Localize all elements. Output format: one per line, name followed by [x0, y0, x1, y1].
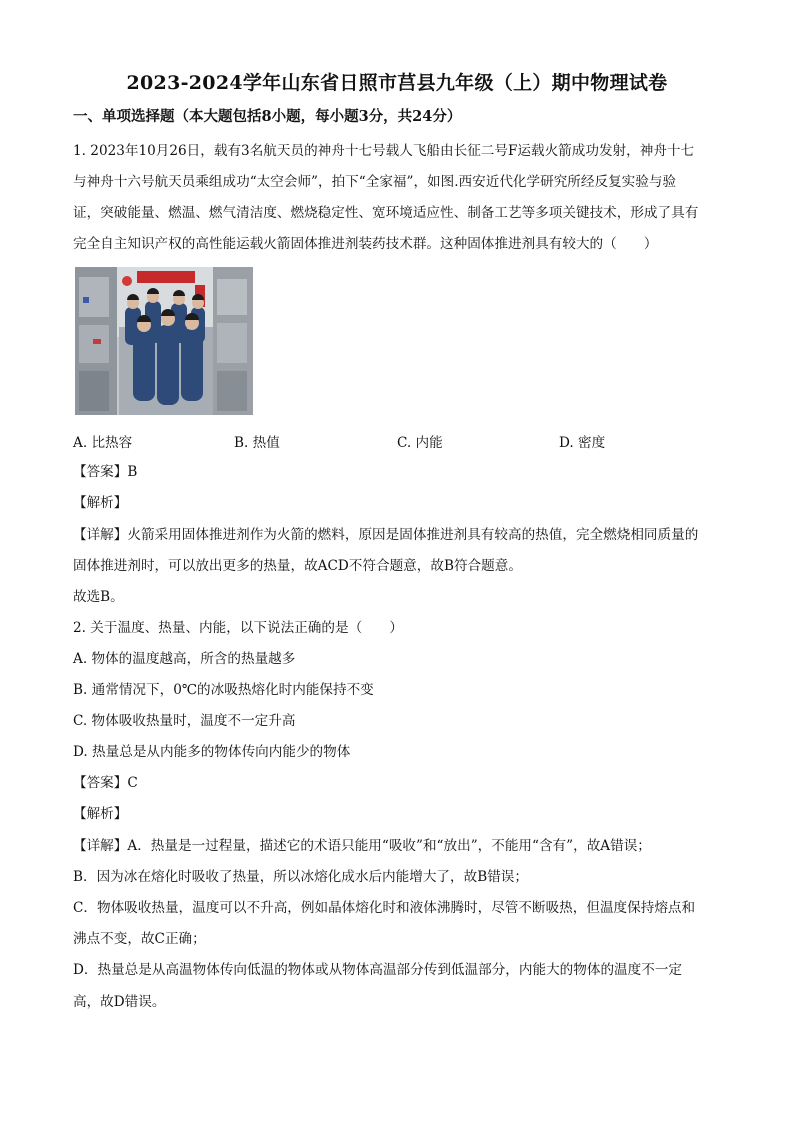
q1-detail-line-1: 【详解】火箭采用固体推进剂作为火箭的燃料，原因是固体推进剂具有较高的热值，完全燃烧相同质量的 [73, 527, 699, 543]
q1-option-a: A. 比热容 [73, 435, 133, 451]
q2-option-c: C. 物体吸收热量时，温度不一定升高 [73, 713, 296, 729]
page-title: 2023-2024学年山东省日照市莒县九年级（上）期中物理试卷 [126, 72, 668, 94]
q2-detail-line-1: 【详解】A．热量是一过程量，描述它的术语只能用“吸收”和“放出”，不能用“含有”，故A错误； [73, 838, 651, 854]
q2-answer: 【答案】C [73, 775, 138, 791]
q1-conclusion: 故选B。 [73, 589, 124, 605]
q2-analysis-label: 【解析】 [73, 806, 128, 822]
q1-option-c: C. 内能 [397, 435, 443, 451]
section-heading: 一、单项选择题（本大题包括8小题，每小题3分，共24分） [73, 108, 462, 125]
q2-detail-line-5: D．热量总是从高温物体传向低温的物体或从物体高温部分传到低温部分，内能大的物体的温度不一定 [73, 962, 683, 978]
q2-option-d: D. 热量总是从内能多的物体传向内能少的物体 [73, 744, 351, 760]
q2-detail-line-6: 高，故D错误。 [73, 994, 166, 1010]
q2-detail-line-2: B．因为冰在熔化时吸收了热量，所以冰熔化成水后内能增大了，故B错误； [73, 869, 528, 885]
q1-detail-line-2: 固体推进剂时，可以放出更多的热量，故ACD不符合题意，故B符合题意。 [73, 558, 522, 574]
q1-answer: 【答案】B [73, 464, 138, 480]
q2-stem: 2. 关于温度、热量、内能，以下说法正确的是（ ） [73, 620, 403, 636]
q2-option-b: B. 通常情况下，0℃的冰吸热熔化时内能保持不变 [73, 682, 374, 698]
q1-analysis-label: 【解析】 [73, 495, 128, 511]
q1-stem-line-2: 与神舟十六号航天员乘组成功“太空会师”，拍下“全家福”，如图.西安近代化学研究所经反复实验与验 [73, 174, 677, 190]
q2-detail-line-3: C．物体吸收热量，温度可以不升高，例如晶体熔化时和液体沸腾时，尽管不断吸热，但温度保持熔点和 [73, 900, 696, 916]
q1-stem-line-4: 完全自主知识产权的高性能运载火箭固体推进剂装药技术群。这种固体推进剂具有较大的（ ） [73, 236, 658, 252]
q1-options [73, 431, 723, 449]
q2-option-a: A. 物体的温度越高，所含的热量越多 [73, 651, 296, 667]
q1-stem-line-1: 1. 2023年10月26日，载有3名航天员的神舟十七号载人飞船由长征二号F运载火箭成功发射，神舟十七 [73, 143, 695, 159]
astronauts-photo [75, 267, 253, 415]
q1-stem-line-3: 证，突破能量、燃温、燃气清洁度、燃烧稳定性、宽环境适应性、制备工艺等多项关键技术，形成了具有 [73, 205, 699, 221]
q1-option-d: D. 密度 [559, 435, 606, 451]
q2-detail-line-4: 沸点不变，故C正确； [73, 931, 206, 947]
q1-option-b: B. 热值 [234, 435, 280, 451]
